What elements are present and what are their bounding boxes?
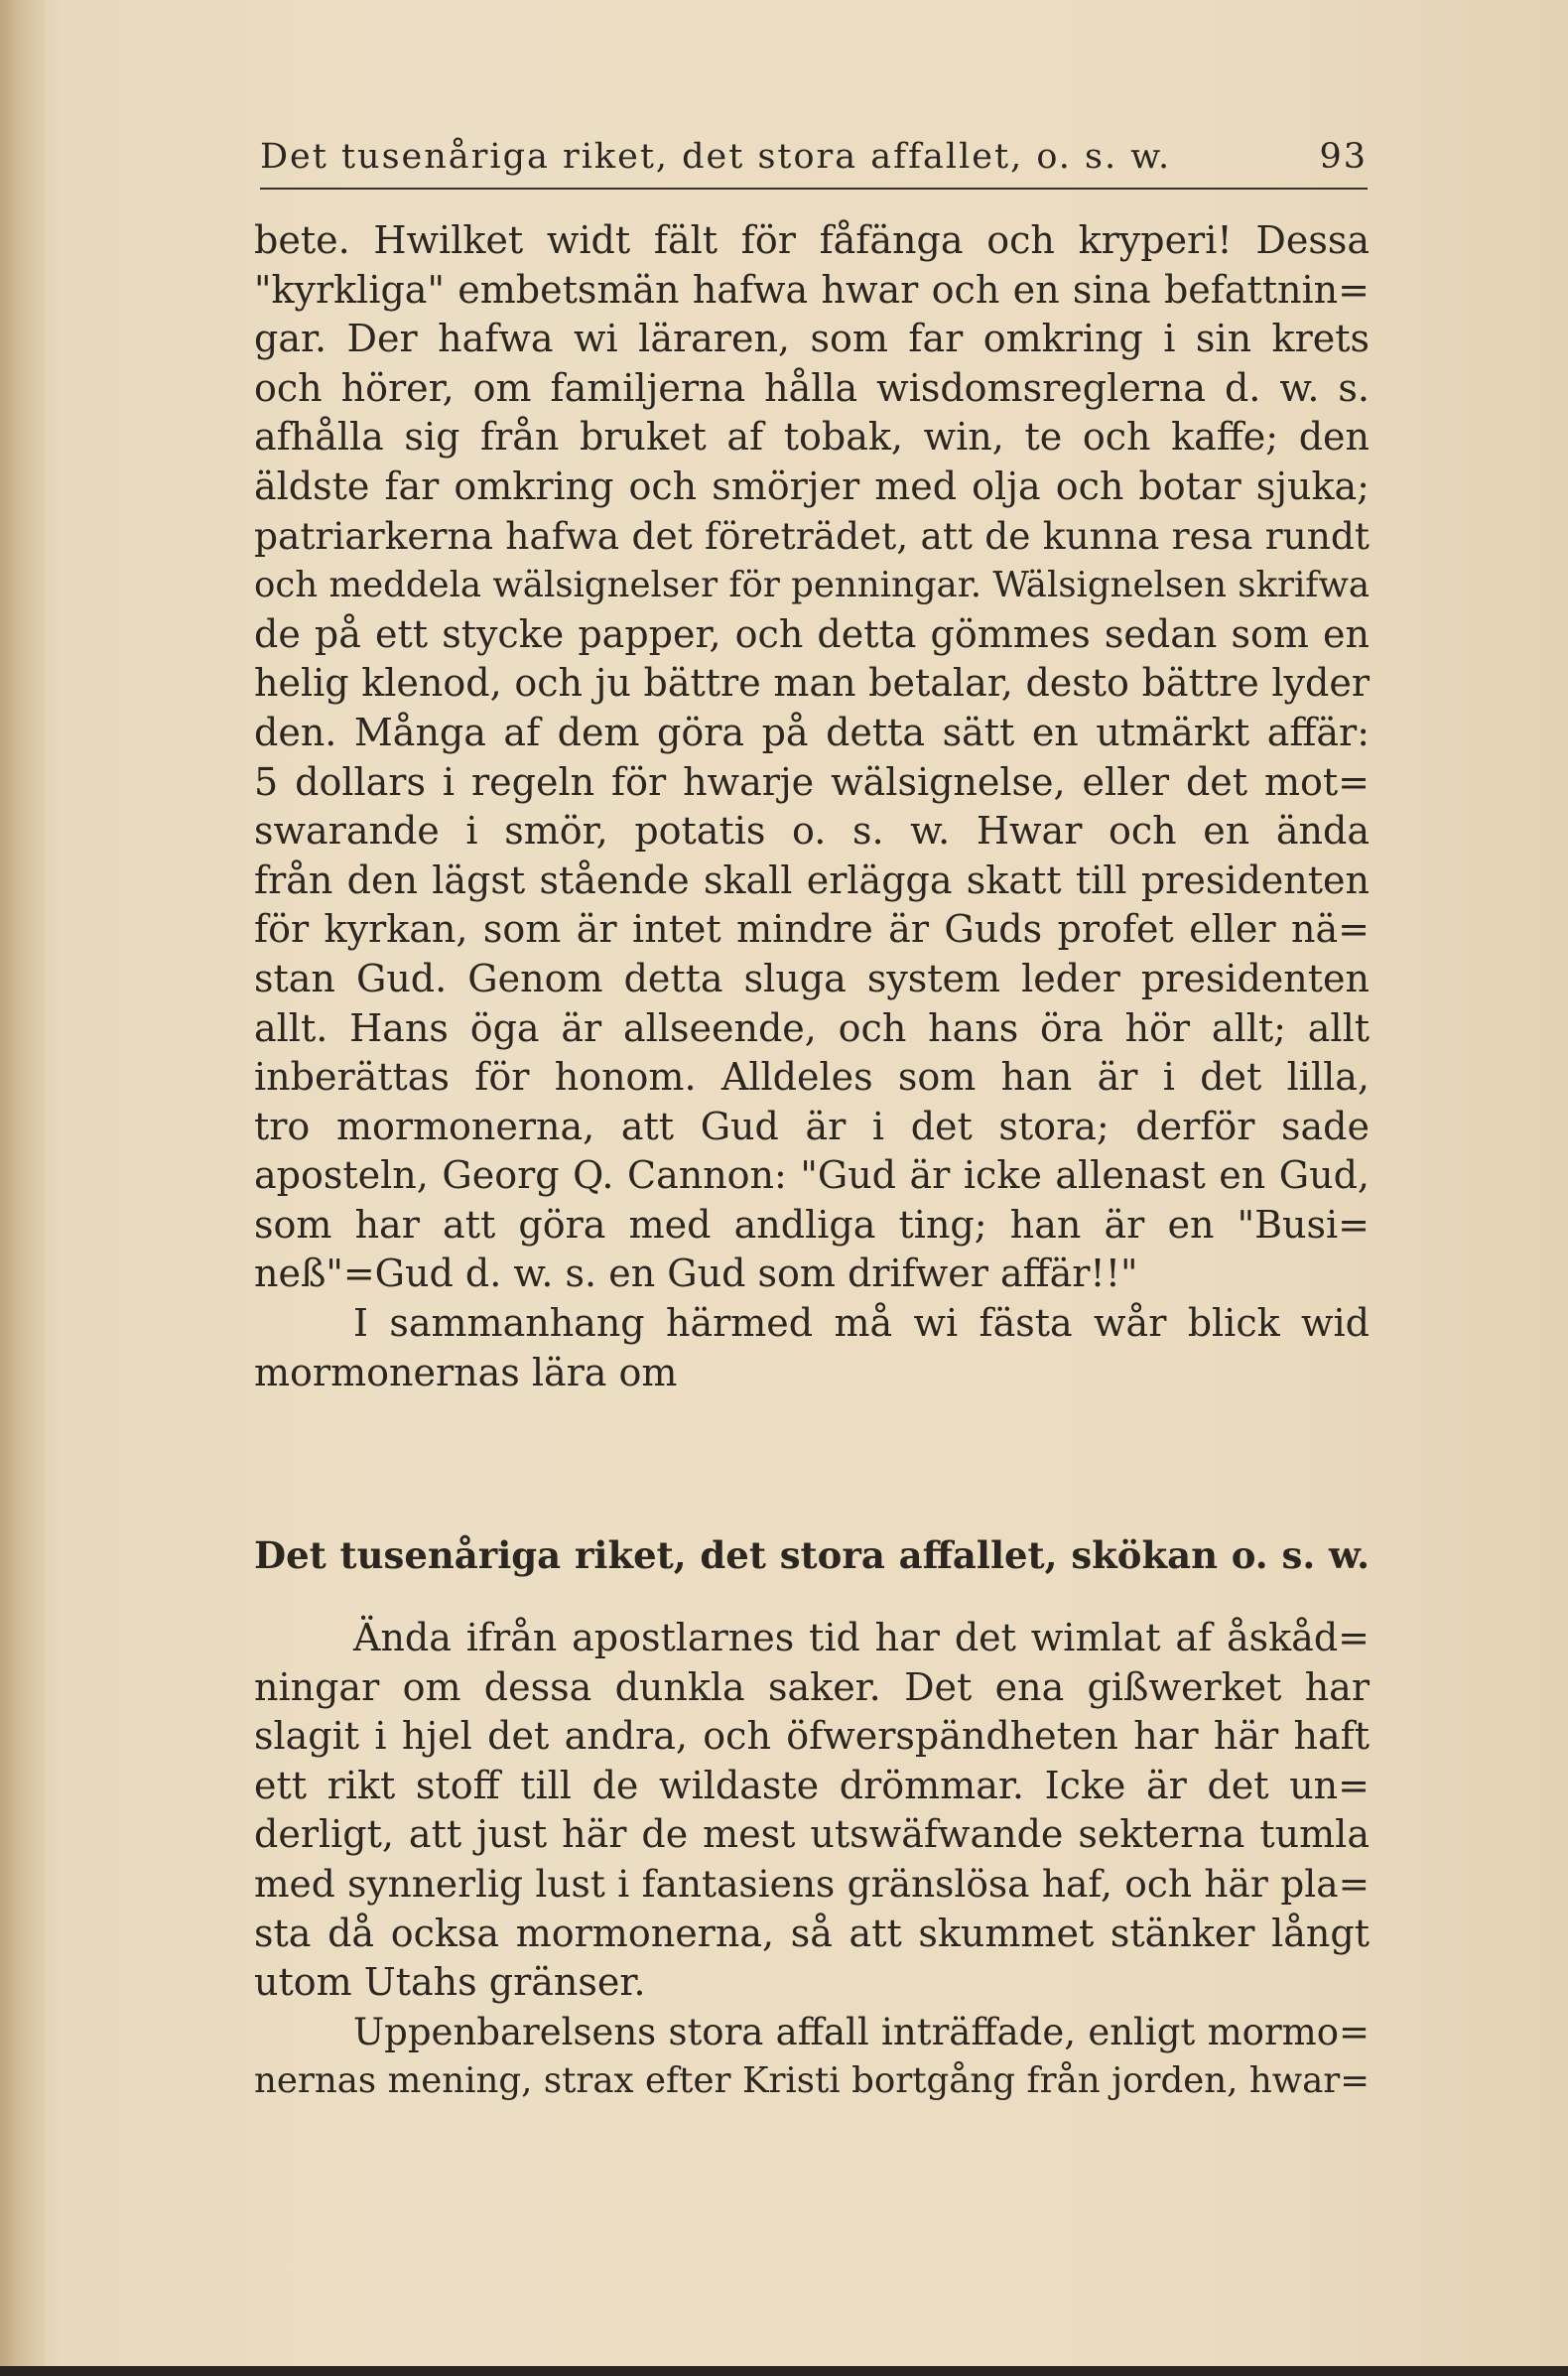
text-line: som har att göra med andliga ting; han är en "Busi= <box>254 1202 1370 1247</box>
text-line: med synnerlig lust i fantasiens gränslösa haf, och här pla= <box>254 1861 1370 1906</box>
text-line: helig klenod, och ju bättre man betalar, desto bättre lyder <box>254 661 1370 706</box>
running-head-title: Det tusenåriga riket, det stora affallet, o. s. w. <box>260 137 1172 177</box>
text-line: den. Många af dem göra på detta sätt en utmärkt affär: <box>254 710 1370 754</box>
text-line: inberättas för honom. Alldeles som han är i det lilla, <box>254 1055 1370 1100</box>
paragraph-4 <box>254 2008 1370 2106</box>
paragraph-3 <box>254 1614 1370 2008</box>
text-line: allt. Hans öga är allseende, och hans öra hör allt; allt <box>254 1005 1370 1050</box>
text-line: de på ett stycke papper, och detta gömmes sedan som en <box>254 611 1370 656</box>
text-line: slagit i hjel det andra, och öfwerspändheten har här haft <box>254 1714 1370 1759</box>
text-line: 5 dollars i regeln för hwarje wälsignelse, eller det mot= <box>254 759 1370 804</box>
text-line: afhålla sig från bruket af tobak, win, te och kaffe; den <box>254 415 1370 460</box>
header-rule <box>260 188 1368 190</box>
text-line: Ända ifrån apostlarnes tid har det wimlat af åskåd= <box>353 1616 1370 1659</box>
text-line: gar. Der hafwa wi läraren, som far omkring i sin krets <box>254 317 1370 361</box>
text-line: aposteln, Georg Q. Cannon: "Gud är icke allenast en Gud, <box>254 1153 1370 1198</box>
page-spine-shadow <box>0 0 46 2376</box>
text-line: mormonernas lära om <box>254 1350 678 1394</box>
text-line: sta då ocksa mormonerna, så att skummet stänker långt <box>254 1911 1370 1955</box>
text-line: derligt, att just här de mest utswäfwande sekterna tumla <box>254 1812 1370 1857</box>
scan-bottom-edge <box>0 2366 1568 2376</box>
text-line: ett rikt stoff till de wildaste drömmar. Icke är det un= <box>254 1763 1370 1807</box>
text-line: för kyrkan, som är intet mindre är Guds profet eller nä= <box>254 907 1370 952</box>
text-line: Uppenbarelsens stora affall inträffade, enligt mormo= <box>353 2010 1370 2053</box>
text-line: "kyrkliga" embetsmän hafwa hwar och en sina befattnin= <box>254 267 1370 312</box>
text-line: swarande i smör, potatis o. s. w. Hwar och en ända <box>254 809 1370 854</box>
paragraph-2 <box>254 1299 1370 1397</box>
text-line: I sammanhang härmed må wi fästa wår blick wid <box>353 1301 1370 1346</box>
running-head <box>260 127 1368 177</box>
body-text-top <box>254 216 1370 1397</box>
text-line: från den lägst stående skall erlägga skatt till presidenten <box>254 858 1370 902</box>
text-line: och hörer, om familjerna hålla wisdomsreglerna d. w. s. <box>254 365 1370 410</box>
text-line: stan Gud. Genom detta sluga system leder presidenten <box>254 956 1370 1000</box>
text-line: bete. Hwilket widt fält för fåfänga och kryperi! Dessa <box>254 218 1370 262</box>
paragraph-1 <box>254 216 1370 1299</box>
text-line: patriarkerna hafwa det företrädet, att de kunna resa rundt <box>254 513 1370 558</box>
text-line: äldste far omkring och smörjer med olja och botar sjuka; <box>254 463 1370 508</box>
text-line: neß"=Gud d. w. s. en Gud som drifwer affär!!" <box>254 1252 1138 1296</box>
text-line: och meddela wälsignelser för penningar. Wälsignelsen skrifwa <box>254 565 1370 606</box>
page-number: 93 <box>1319 137 1368 177</box>
text-line: utom Utahs gränser. <box>254 1960 646 2005</box>
text-line: tro mormonerna, att Gud är i det stora; derför sade <box>254 1104 1370 1148</box>
text-line: ningar om dessa dunkla saker. Det ena gißwerket har <box>254 1664 1370 1709</box>
body-text-bottom <box>254 1614 1370 2106</box>
text-line: nernas mening, strax efter Kristi bortgång från jorden, hwar= <box>254 2060 1370 2102</box>
section-heading: Det tusenåriga riket, det stora affallet, skökan o. s. w. <box>254 1533 1370 1577</box>
